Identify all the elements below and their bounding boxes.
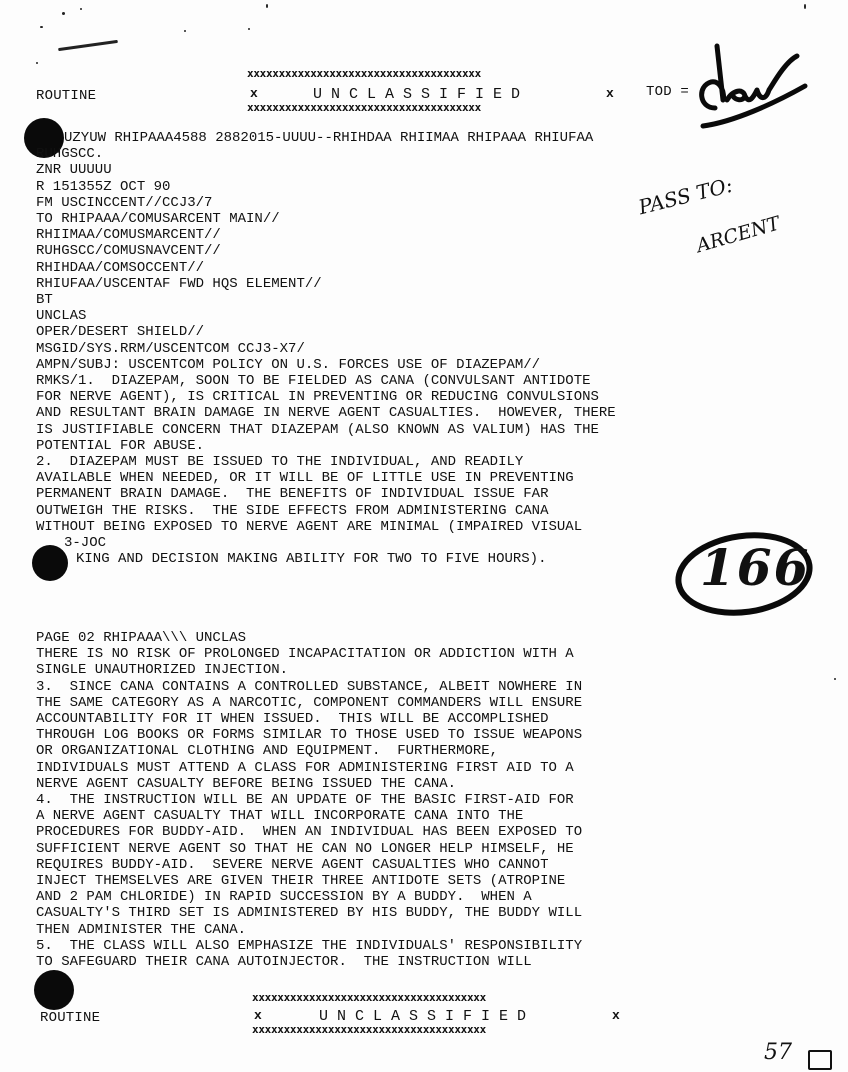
footer-routine-label: ROUTINE	[40, 1010, 101, 1026]
footer-star-marker-left: x	[254, 1008, 263, 1023]
handwritten-page-mark: 57	[764, 1040, 792, 1065]
scan-speck	[36, 62, 38, 64]
scan-speck	[80, 8, 82, 10]
msg-line: OPER/DESERT SHIELD//	[36, 324, 205, 341]
msg-line: OR ORGANIZATIONAL CLOTHING AND EQUIPMENT. FURTHERMORE,	[36, 743, 499, 760]
scan-speck	[62, 12, 65, 15]
tod-label: TOD =	[646, 84, 690, 100]
msg-line: 4. THE INSTRUCTION WILL BE AN UPDATE OF THE BASIC FIRST-AID FOR	[36, 792, 574, 809]
msg-line: FM USCINCCENT//CCJ3/7	[36, 194, 213, 211]
msg-line: TO SAFEGUARD THEIR CANA AUTOINJECTOR. THE INSTRUCTION WILL	[36, 954, 532, 971]
msg-line: FOR NERVE AGENT), IS CRITICAL IN PREVENTING OR REDUCING CONVULSIONS	[36, 389, 599, 406]
msg-line: THEN ADMINISTER THE CANA.	[36, 921, 247, 938]
msg-line: RMKS/1. DIAZEPAM, SOON TO BE FIELDED AS CANA (CONVULSANT ANTIDOTE	[36, 373, 591, 390]
header-star-marker-left: x	[250, 86, 259, 101]
footer-star-marker-right: x	[612, 1008, 621, 1023]
msg-line: SINGLE UNAUTHORIZED INJECTION.	[36, 662, 289, 679]
footer-classification: UNCLASSIFIED	[319, 1008, 536, 1025]
msg-line: 3-JOC	[64, 535, 107, 552]
msg-line: AND 2 PAM CHLORIDE) IN RAPID SUCCESSION BY A BUDDY. WHEN A	[36, 889, 532, 906]
msg-line: KING AND DECISION MAKING ABILITY FOR TWO TO FIVE HOURS).	[76, 551, 547, 568]
header-classification: UNCLASSIFIED	[313, 86, 530, 103]
msg-line: A NERVE AGENT CASUALTY THAT WILL INCORPORATE CANA INTO THE	[36, 808, 524, 825]
msg-line: UZYUW RHIPAAA4588 2882015-UUUU--RHIHDAA RHIIMAA RHIPAAA RHIUFAA	[64, 130, 594, 146]
footer-stars-bottom: xxxxxxxxxxxxxxxxxxxxxxxxxxxxxxxxxxxxx	[252, 1023, 486, 1036]
msg-line: CASUALTY'S THIRD SET IS ADMINISTERED BY HIS BUDDY, THE BUDDY WILL	[36, 905, 583, 922]
scan-speck	[804, 4, 806, 9]
msg-line: 3. SINCE CANA CONTAINS A CONTROLLED SUBSTANCE, ALBEIT NOWHERE IN	[36, 678, 583, 695]
msg-line: INDIVIDUALS MUST ATTEND A CLASS FOR ADMINISTERING FIRST AID TO A	[36, 759, 574, 776]
scan-speck	[248, 28, 250, 30]
msg-line: UNCLAS	[36, 308, 87, 325]
msg-line: RHIIMAA/COMUSMARCENT//	[36, 227, 221, 244]
redaction-blob	[34, 970, 74, 1010]
page-box-mark	[808, 1050, 832, 1070]
msg-line: OUTWEIGH THE RISKS. THE SIDE EFFECTS FROM ADMINISTERING CANA	[36, 502, 549, 519]
msg-line: PERMANENT BRAIN DAMAGE. THE BENEFITS OF INDIVIDUAL ISSUE FAR	[36, 486, 549, 503]
handwritten-pass-to: PASS TO:	[636, 172, 735, 220]
scan-speck	[58, 40, 118, 51]
msg-line: MSGID/SYS.RRM/USCENTCOM CCJ3-X7/	[36, 340, 305, 357]
msg-line: AMPN/SUBJ: USCENTCOM POLICY ON U.S. FORCES USE OF DIAZEPAM//	[36, 356, 541, 373]
msg-line: POTENTIAL FOR ABUSE.	[36, 437, 205, 454]
msg-line: AVAILABLE WHEN NEEDED, OR IT WILL BE OF LITTLE USE IN PREVENTING	[36, 470, 574, 487]
scan-speck	[834, 678, 836, 680]
msg-line: AND RESULTANT BRAIN DAMAGE IN NERVE AGENT CASUALTIES. HOWEVER, THERE	[36, 405, 616, 422]
msg-line: ZNR UUUUU	[36, 162, 112, 179]
header-stars-top: xxxxxxxxxxxxxxxxxxxxxxxxxxxxxxxxxxxxx	[247, 67, 481, 80]
msg-line: SUFFICIENT NERVE AGENT SO THAT HE CAN NO LONGER HELP HIMSELF, HE	[36, 840, 574, 857]
msg-line: RUHGSCC.	[36, 146, 104, 163]
msg-line: THERE IS NO RISK OF PROLONGED INCAPACITATION OR ADDICTION WITH A	[36, 646, 574, 663]
handwritten-arcent: ARCENT	[694, 212, 783, 258]
msg-line: RUHGSCC/COMUSNAVCENT//	[36, 243, 221, 260]
header-routine-label: ROUTINE	[36, 88, 97, 104]
msg-line: R 151355Z OCT 90	[36, 178, 171, 195]
message-body-page2	[36, 630, 582, 970]
msg-line: IS JUSTIFIABLE CONCERN THAT DIAZEPAM (ALSO KNOWN AS VALIUM) HAS THE	[36, 421, 599, 438]
msg-line: PROCEDURES FOR BUDDY-AID. WHEN AN INDIVIDUAL HAS BEEN EXPOSED TO	[36, 824, 583, 841]
scan-speck	[40, 26, 43, 28]
footer-stars-top: xxxxxxxxxxxxxxxxxxxxxxxxxxxxxxxxxxxxx	[252, 991, 486, 1004]
msg-line: 2. DIAZEPAM MUST BE ISSUED TO THE INDIVIDUAL, AND READILY	[36, 454, 524, 471]
msg-line: RHIUFAA/USCENTAF FWD HQS ELEMENT//	[36, 275, 322, 292]
scan-speck	[266, 4, 268, 8]
handwritten-number: 166	[700, 538, 811, 597]
msg-line: WITHOUT BEING EXPOSED TO NERVE AGENT ARE MINIMAL (IMPAIRED VISUAL	[36, 518, 583, 535]
msg-line: REQUIRES BUDDY-AID. SEVERE NERVE AGENT CASUALTIES WHO CANNOT	[36, 856, 549, 873]
msg-line: THROUGH LOG BOOKS OR FORMS SIMILAR TO THOSE USED TO ISSUE WEAPONS	[36, 727, 583, 744]
msg-line: BT	[36, 292, 53, 309]
msg-line: PAGE 02 RHIPAAA\\\ UNCLAS	[36, 630, 247, 646]
msg-line: THE SAME CATEGORY AS A NARCOTIC, COMPONENT COMMANDERS WILL ENSURE	[36, 694, 583, 711]
scan-speck	[184, 30, 186, 32]
msg-line: INJECT THEMSELVES ARE GIVEN THEIR THREE ANTIDOTE SETS (ATROPINE	[36, 873, 566, 890]
msg-line: TO RHIPAAA/COMUSARCENT MAIN//	[36, 211, 280, 228]
msg-line: ACCOUNTABILITY FOR IT WHEN ISSUED. THIS WILL BE ACCOMPLISHED	[36, 711, 549, 728]
header-stars-bottom: xxxxxxxxxxxxxxxxxxxxxxxxxxxxxxxxxxxxx	[247, 101, 481, 114]
msg-line: RHIHDAA/COMSOCCENT//	[36, 259, 205, 276]
msg-line: NERVE AGENT CASUALTY BEFORE BEING ISSUED THE CANA.	[36, 775, 457, 792]
handwritten-initials	[693, 38, 843, 138]
msg-line: 5. THE CLASS WILL ALSO EMPHASIZE THE INDIVIDUALS' RESPONSIBILITY	[36, 937, 583, 954]
header-star-marker-right: x	[606, 86, 615, 101]
message-body-top	[36, 130, 616, 567]
